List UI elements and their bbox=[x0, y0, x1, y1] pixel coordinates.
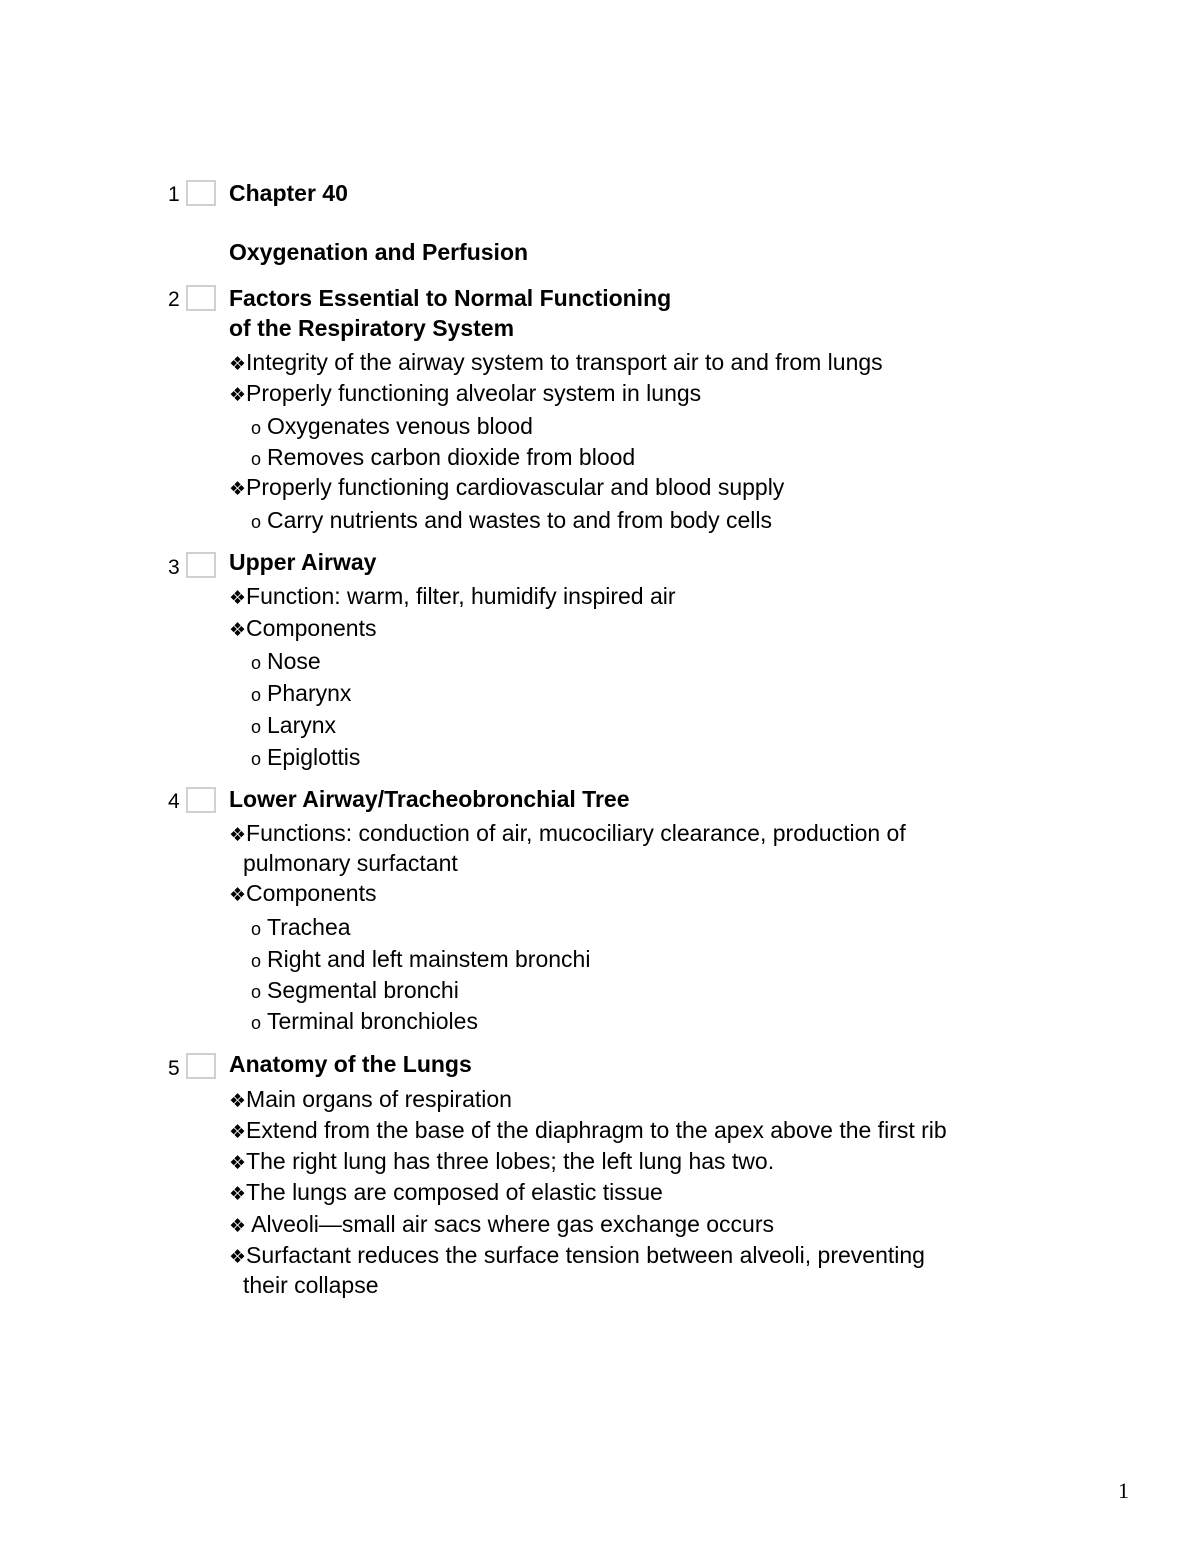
sub-bullet-icon: o bbox=[251, 717, 262, 737]
list-item: ❖Function: warm, filter, humidify inspired air bbox=[229, 581, 676, 614]
bullet-icon: ❖ bbox=[229, 479, 247, 500]
list-item: ❖Surfactant reduces the surface tension between alveoli, preventing bbox=[229, 1240, 925, 1273]
sub-list-item: o Oxygenates venous blood bbox=[251, 410, 533, 444]
list-item: ❖The lungs are composed of elastic tissue bbox=[229, 1177, 663, 1210]
bullet-icon: ❖ bbox=[229, 825, 247, 846]
slide-number: 3 bbox=[168, 556, 180, 579]
list-item: ❖Functions: conduction of air, mucociliary clearance, production of bbox=[229, 818, 906, 851]
sub-list-item: o Trachea bbox=[251, 911, 351, 945]
sub-bullet-icon: o bbox=[251, 982, 262, 1002]
slide-thumbnail bbox=[186, 787, 216, 813]
sub-list-item: o Larynx bbox=[251, 709, 336, 743]
slide-title: Upper Airway bbox=[229, 549, 377, 575]
sub-list-item: o Epiglottis bbox=[251, 741, 360, 775]
bullet-icon: ❖ bbox=[229, 385, 247, 406]
slide-title: of the Respiratory System bbox=[229, 315, 515, 341]
list-item: ❖The right lung has three lobes; the left lung has two. bbox=[229, 1146, 774, 1179]
bullet-icon: ❖ bbox=[229, 1153, 247, 1174]
sub-bullet-icon: o bbox=[251, 653, 262, 673]
sub-bullet-icon: o bbox=[251, 919, 262, 939]
slide-number: 4 bbox=[168, 790, 180, 813]
list-item: ❖Components bbox=[229, 878, 376, 911]
bullet-icon: ❖ bbox=[229, 354, 247, 375]
list-item: ❖Properly functioning alveolar system in lungs bbox=[229, 378, 701, 411]
slide-thumbnail bbox=[186, 1053, 216, 1079]
bullet-icon: ❖ bbox=[229, 588, 247, 609]
chapter-title: Chapter 40 bbox=[229, 180, 348, 206]
slide-thumbnail bbox=[186, 180, 216, 206]
list-item: ❖Main organs of respiration bbox=[229, 1084, 512, 1117]
slide-number: 5 bbox=[168, 1057, 180, 1080]
sub-list-item: o Segmental bronchi bbox=[251, 974, 459, 1008]
sub-list-item: o Pharynx bbox=[251, 677, 351, 711]
sub-list-item: o Terminal bronchioles bbox=[251, 1005, 478, 1039]
bullet-icon: ❖ bbox=[229, 1091, 247, 1112]
sub-bullet-icon: o bbox=[251, 449, 262, 469]
list-item: ❖Integrity of the airway system to transport air to and from lungs bbox=[229, 347, 883, 380]
sub-list-item: o Nose bbox=[251, 645, 321, 679]
bullet-icon: ❖ bbox=[229, 885, 247, 906]
sub-list-item: o Removes carbon dioxide from blood bbox=[251, 441, 635, 475]
sub-bullet-icon: o bbox=[251, 1013, 262, 1033]
list-item: ❖Extend from the base of the diaphragm to the apex above the first rib bbox=[229, 1115, 947, 1148]
bullet-icon: ❖ bbox=[229, 1216, 247, 1237]
sub-bullet-icon: o bbox=[251, 951, 262, 971]
chapter-subtitle: Oxygenation and Perfusion bbox=[229, 239, 529, 265]
sub-bullet-icon: o bbox=[251, 685, 262, 705]
bullet-icon: ❖ bbox=[229, 620, 247, 641]
page-number: 1 bbox=[1118, 1478, 1129, 1503]
list-item: ❖Properly functioning cardiovascular and blood supply bbox=[229, 472, 784, 505]
slide-title: Lower Airway/Tracheobronchial Tree bbox=[229, 786, 630, 812]
sub-list-item: o Carry nutrients and wastes to and from body cells bbox=[251, 504, 772, 538]
bullet-icon: ❖ bbox=[229, 1184, 247, 1205]
sub-list-item: o Right and left mainstem bronchi bbox=[251, 943, 590, 977]
slide-thumbnail bbox=[186, 552, 216, 578]
bullet-icon: ❖ bbox=[229, 1247, 247, 1268]
slide-thumbnail bbox=[186, 285, 216, 311]
slide-title: Anatomy of the Lungs bbox=[229, 1051, 472, 1077]
sub-bullet-icon: o bbox=[251, 418, 262, 438]
list-item-continuation: their collapse bbox=[243, 1272, 379, 1298]
sub-bullet-icon: o bbox=[251, 512, 262, 532]
slide-number: 2 bbox=[168, 288, 180, 311]
sub-bullet-icon: o bbox=[251, 749, 262, 769]
list-item-continuation: pulmonary surfactant bbox=[243, 850, 458, 876]
bullet-icon: ❖ bbox=[229, 1122, 247, 1143]
slide-number: 1 bbox=[168, 183, 180, 206]
list-item: ❖ Alveoli—small air sacs where gas exchange occurs bbox=[229, 1209, 774, 1242]
slide-title: Factors Essential to Normal Functioning bbox=[229, 285, 672, 311]
list-item: ❖Components bbox=[229, 613, 376, 646]
